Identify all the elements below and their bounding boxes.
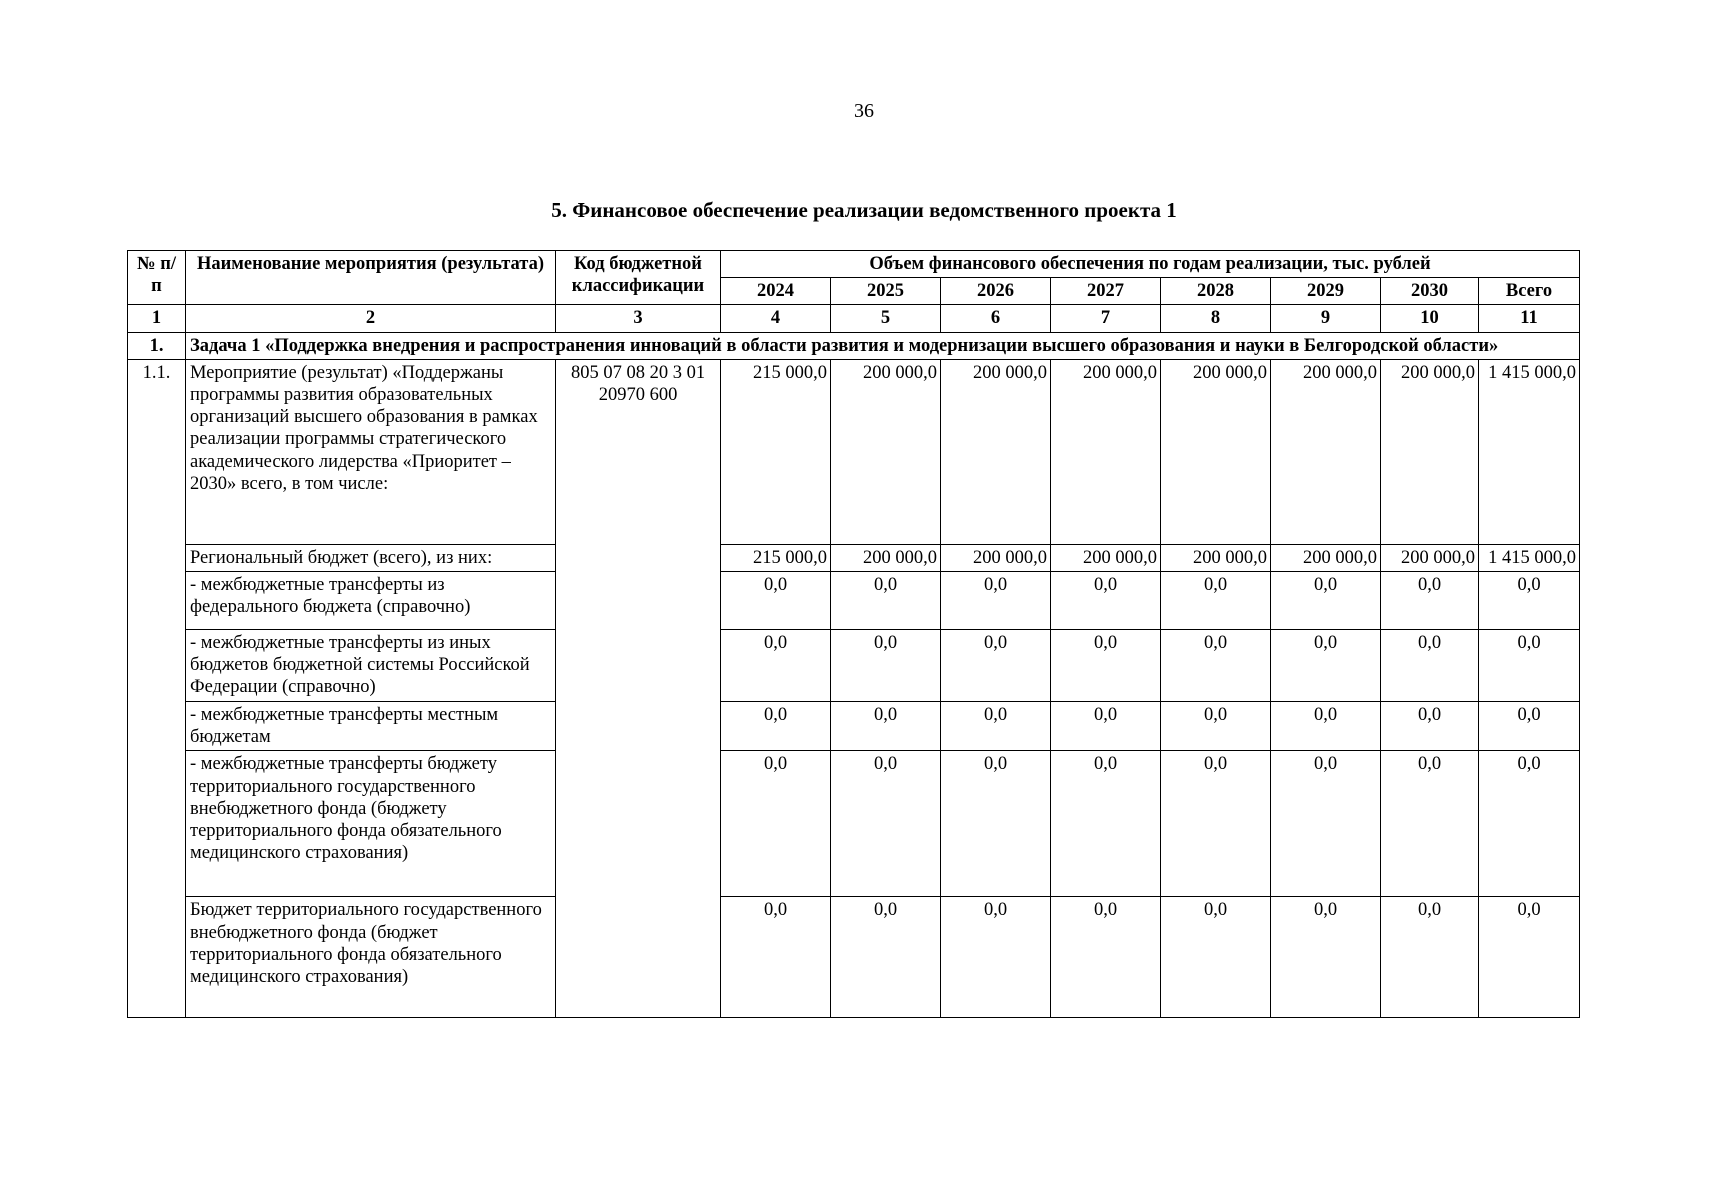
value-2024: 0,0: [721, 571, 831, 629]
value-2025: 0,0: [831, 897, 941, 1018]
value-2024: 0,0: [721, 751, 831, 897]
value-2030: 200 000,0: [1381, 544, 1479, 571]
value-2030: 0,0: [1381, 571, 1479, 629]
financing-table: [127, 250, 1580, 1018]
value-2028: 200 000,0: [1161, 359, 1271, 544]
value-2029: 200 000,0: [1271, 359, 1381, 544]
table-row: [128, 897, 1580, 1018]
table-row: [128, 571, 1580, 629]
task-text: Задача 1 «Поддержка внедрения и распространения инноваций в области развития и модернизации высшего образования и науки в Белгородской области»: [186, 332, 1580, 359]
row-name: Бюджет территориального государственного внебюджетного фонда (бюджет территориального фонда обязательного медицинского страхования): [186, 897, 556, 1018]
value-2025: 0,0: [831, 751, 941, 897]
value-2029: 0,0: [1271, 701, 1381, 750]
document-title: 5. Финансовое обеспечение реализации ведомственного проекта 1: [551, 198, 1177, 222]
value-2027: 0,0: [1051, 629, 1161, 701]
value-2027: 200 000,0: [1051, 359, 1161, 544]
column-number: 2: [186, 305, 556, 332]
value-2026: 0,0: [941, 751, 1051, 897]
value-2025: 200 000,0: [831, 544, 941, 571]
value-total: 0,0: [1479, 751, 1580, 897]
table-row: [128, 701, 1580, 750]
value-2024: 215 000,0: [721, 359, 831, 544]
column-number: 6: [941, 305, 1051, 332]
header-year: 2029: [1271, 278, 1381, 305]
value-2028: 0,0: [1161, 571, 1271, 629]
column-number: 3: [556, 305, 721, 332]
column-number: 8: [1161, 305, 1271, 332]
value-2028: 0,0: [1161, 629, 1271, 701]
value-2026: 0,0: [941, 629, 1051, 701]
header-year: 2027: [1051, 278, 1161, 305]
page-number: 36: [854, 100, 874, 122]
value-2026: 0,0: [941, 571, 1051, 629]
value-2028: 0,0: [1161, 701, 1271, 750]
value-2024: 215 000,0: [721, 544, 831, 571]
value-2030: 0,0: [1381, 701, 1479, 750]
value-2029: 0,0: [1271, 897, 1381, 1018]
value-2024: 0,0: [721, 629, 831, 701]
value-total: 1 415 000,0: [1479, 359, 1580, 544]
value-2028: 200 000,0: [1161, 544, 1271, 571]
header-volume: Объем финансового обеспечения по годам реализации, тыс. рублей: [721, 251, 1580, 278]
column-number: 7: [1051, 305, 1161, 332]
value-2030: 0,0: [1381, 629, 1479, 701]
value-2028: 0,0: [1161, 751, 1271, 897]
row-name: Мероприятие (результат) «Поддержаны программы развития образовательных организаций высшего образования в рамках реализации программы стратегического академического лидерства «Приоритет – 2030» всего, в том числе:: [186, 359, 556, 544]
table-row: [128, 751, 1580, 897]
column-number: 11: [1479, 305, 1580, 332]
table-row: [128, 629, 1580, 701]
value-2029: 0,0: [1271, 629, 1381, 701]
header-num: № п/п: [128, 251, 186, 305]
value-2025: 200 000,0: [831, 359, 941, 544]
measure-num: 1.1.: [128, 359, 186, 1018]
value-2030: 0,0: [1381, 751, 1479, 897]
column-number: 1: [128, 305, 186, 332]
task-num: 1.: [128, 332, 186, 359]
value-2026: 0,0: [941, 701, 1051, 750]
value-2027: 0,0: [1051, 751, 1161, 897]
value-2028: 0,0: [1161, 897, 1271, 1018]
value-2024: 0,0: [721, 701, 831, 750]
value-2027: 200 000,0: [1051, 544, 1161, 571]
header-row-1: [128, 251, 1580, 278]
row-name: - межбюджетные трансферты из иных бюджетов бюджетной системы Российской Федерации (справочно): [186, 629, 556, 701]
value-2027: 0,0: [1051, 571, 1161, 629]
task-row: [128, 332, 1580, 359]
column-number: 4: [721, 305, 831, 332]
value-2026: 200 000,0: [941, 359, 1051, 544]
value-2025: 0,0: [831, 701, 941, 750]
table-row: [128, 359, 1580, 544]
budget-code: 805 07 08 20 3 01 20970 600: [556, 359, 721, 1018]
value-2026: 0,0: [941, 897, 1051, 1018]
value-2027: 0,0: [1051, 701, 1161, 750]
value-total: 0,0: [1479, 701, 1580, 750]
header-year: 2026: [941, 278, 1051, 305]
value-total: 0,0: [1479, 571, 1580, 629]
value-2024: 0,0: [721, 897, 831, 1018]
value-2025: 0,0: [831, 629, 941, 701]
column-number: 9: [1271, 305, 1381, 332]
value-2027: 0,0: [1051, 897, 1161, 1018]
value-2029: 0,0: [1271, 571, 1381, 629]
value-2029: 0,0: [1271, 751, 1381, 897]
value-2026: 200 000,0: [941, 544, 1051, 571]
header-year: 2030: [1381, 278, 1479, 305]
value-2030: 200 000,0: [1381, 359, 1479, 544]
table-row: [128, 544, 1580, 571]
header-year: 2024: [721, 278, 831, 305]
value-2030: 0,0: [1381, 897, 1479, 1018]
value-total: 1 415 000,0: [1479, 544, 1580, 571]
header-year: 2025: [831, 278, 941, 305]
header-name: Наименование мероприятия (результата): [186, 251, 556, 305]
header-code: Код бюджетной классификации: [556, 251, 721, 305]
value-2029: 200 000,0: [1271, 544, 1381, 571]
row-name: Региональный бюджет (всего), из них:: [186, 544, 556, 571]
row-name: - межбюджетные трансферты из федерального бюджета (справочно): [186, 571, 556, 629]
row-name: - межбюджетные трансферты местным бюджетам: [186, 701, 556, 750]
column-number: 10: [1381, 305, 1479, 332]
column-number-row: [128, 305, 1580, 332]
column-number: 5: [831, 305, 941, 332]
value-total: 0,0: [1479, 629, 1580, 701]
value-total: 0,0: [1479, 897, 1580, 1018]
header-total: Всего: [1479, 278, 1580, 305]
value-2025: 0,0: [831, 571, 941, 629]
header-year: 2028: [1161, 278, 1271, 305]
row-name: - межбюджетные трансферты бюджету территориального государственного внебюджетного фонда (бюджету территориального фонда обязательного медицинского страхования): [186, 751, 556, 897]
